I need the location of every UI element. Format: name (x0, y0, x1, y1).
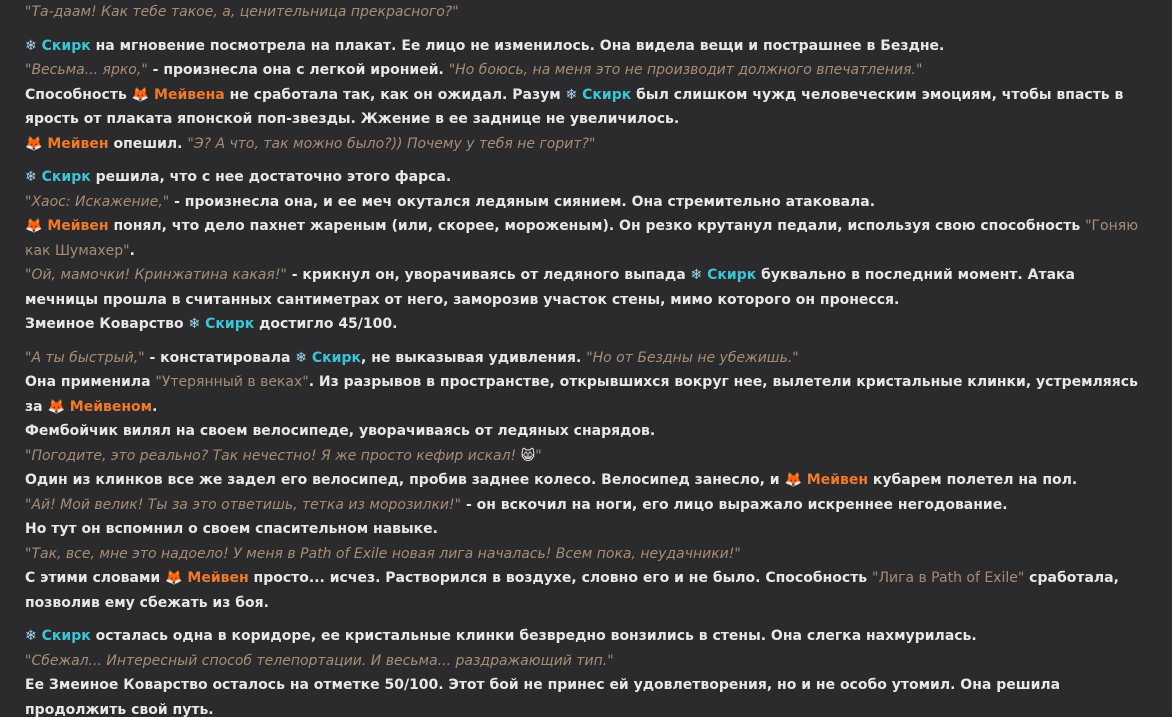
paragraph (25, 214, 1147, 263)
paragraph (25, 493, 1147, 518)
snowflake-icon: ❄ (690, 267, 703, 283)
snowflake-icon: ❄ (25, 169, 37, 185)
text: С этими словами (25, 570, 166, 586)
text: Змеиное Коварство (25, 316, 189, 332)
text: буквально в последний момент. Атака мечницы прошла в считанных сантиметрах от него, заморозив участок стены, мимо которого он пронесся. (25, 267, 1075, 308)
text: - констатировала (144, 349, 296, 366)
text: осталась одна в коридоре, ее кристальные клинки безвредно вонзились в стены. Она слегка нахмурилась. (90, 628, 977, 644)
text: . (129, 242, 135, 259)
snowflake-icon: ❄ (25, 628, 37, 644)
paragraph (25, 649, 1147, 674)
text: на мгновение посмотрела на плакат. Ее лицо не изменилось. Она видела вещи и пострашнее в Бездне. (90, 37, 945, 54)
quote: "Сбежал... Интересный способ телепортации. И весьма... раздражающий тип." (25, 652, 614, 669)
ability-name: "Утерянный в веках" (155, 374, 309, 390)
paragraph (25, 132, 1147, 157)
text: достигло 45/100. (254, 316, 398, 332)
text: был слишком чужд человеческим эмоциям, чтобы впасть в ярость от плаката японской поп-звезды. Жжение в ее заднице не увеличилось. (25, 86, 1124, 127)
paragraph (25, 263, 1147, 312)
text: , не выказывая удивления. (361, 349, 587, 366)
character-name-skirk: Скирк (41, 628, 91, 644)
text: понял, что дело пахнет жареным (или, скорее, мороженым). Он резко крутанул педали, используя свою способность (108, 218, 1086, 234)
quote: "Но от Бездны не убежишь." (586, 349, 799, 366)
paragraph (25, 566, 1147, 615)
text: - крикнул он, уворачиваясь от ледяного выпада (286, 267, 691, 283)
text: сработала, позволив ему сбежать из боя. (25, 570, 1119, 611)
text: Фембойчик вилял на своем велосипеде, уворачиваясь от ледяных снарядов. (25, 423, 656, 439)
character-name-meiven: Мейвена (154, 86, 225, 103)
text: опешил. (108, 135, 188, 152)
quote: "Хаос: Искажение," (25, 193, 170, 210)
paragraph (25, 0, 1147, 25)
fox-icon: 🦊 (784, 472, 802, 488)
quote: " (535, 447, 542, 464)
text: . (152, 398, 158, 415)
character-name-meiven: Мейвен (187, 570, 249, 586)
quote: "Та-даам! Как тебе такое, а, ценительница прекрасного?" (25, 4, 459, 20)
paragraph (25, 83, 1147, 132)
paragraph (25, 165, 1147, 190)
character-name-meiven: Мейвен (806, 472, 869, 488)
quote: "Ой, мамочки! Кринжатина какая!" (25, 267, 287, 283)
text: Но тут он вспомнил о своем спасительном навыке. (25, 521, 438, 537)
text: не сработала так, как он ожидал. Разум (224, 86, 566, 103)
character-name-skirk: Скирк (41, 169, 91, 185)
snowflake-icon: ❄ (25, 37, 37, 54)
character-name-skirk: Скирк (582, 86, 632, 103)
paragraph (25, 444, 1147, 469)
paragraph (25, 517, 1147, 542)
paragraph (25, 346, 1147, 371)
text: Один из клинков все же задел его велосипед, пробив заднее колесо. Велосипед занесло, и (25, 472, 785, 488)
quote: "Весьма... ярко," (25, 62, 148, 78)
character-name-skirk: Скирк (707, 267, 757, 283)
text: Она применила (25, 374, 156, 390)
quote: "Ай! Мой велик! Ты за это ответишь, тетка из морозилки!" (25, 496, 462, 513)
paragraph (25, 542, 1147, 567)
fox-icon: 🦊 (131, 86, 150, 103)
paragraph (25, 370, 1147, 419)
paragraph (25, 190, 1147, 215)
character-name-meiven: Мейвен (47, 135, 109, 152)
text: Ее Змеиное Коварство осталось на отметке 50/100. Этот бой не принес ей удовлетворения, но и не особо утомил. Она решила продолжить свой путь. (25, 677, 1061, 717)
paragraph (25, 673, 1147, 717)
paragraph (25, 468, 1147, 493)
ability-name: "Гоняю как Шумахер" (25, 218, 1138, 259)
cat-face-icon: 😸 (520, 447, 536, 464)
quote: "Э? А что, так можно было?)) Почему у тебя не горит?" (187, 135, 596, 152)
paragraph (25, 624, 1147, 649)
character-name-meiven: Мейвеном (69, 398, 153, 415)
fox-icon: 🦊 (47, 398, 65, 415)
text: решила, что с нее достаточно этого фарса. (90, 169, 452, 185)
text: - произнесла она с легкой иронией. (147, 62, 449, 78)
text: - произнесла она, и ее меч окутался ледяным сиянием. Она стремительно атаковала. (169, 193, 876, 210)
quote: "Так, все, мне это надоело! У меня в Path of Exile новая лига началась! Всем пока, неудачники!" (25, 545, 741, 562)
snowflake-icon: ❄ (295, 349, 308, 366)
snowflake-icon: ❄ (188, 316, 201, 332)
text: - он вскочил на ноги, его лицо выражало искреннее негодование. (461, 496, 1008, 513)
text: кубарем полетел на пол. (868, 472, 1078, 488)
paragraph (25, 312, 1147, 337)
paragraph (25, 419, 1147, 444)
paragraph (25, 58, 1147, 83)
ability-name: "Лига в Path of Exile" (872, 570, 1025, 586)
text: Способность (25, 86, 132, 103)
character-name-skirk: Скирк (311, 349, 361, 366)
text: просто... исчез. Растворился в воздухе, словно его и не было. Способность (248, 570, 873, 586)
character-name-skirk: Скирк (41, 37, 91, 54)
character-name-meiven: Мейвен (47, 218, 109, 234)
fox-icon: 🦊 (25, 135, 43, 152)
character-name-skirk: Скирк (205, 316, 255, 332)
fox-icon: 🦊 (25, 218, 43, 234)
quote: "А ты быстрый," (25, 349, 145, 366)
text: . Из разрывов в пространстве, открывшихся вокруг нее, вылетели кристальные клинки, устремляясь за (25, 374, 1138, 415)
quote: "Погодите, это реально? Так нечестно! Я же просто кефир искал! (25, 447, 521, 464)
quote: "Но боюсь, на меня это не производит должного впечатления." (448, 62, 923, 78)
snowflake-icon: ❄ (565, 86, 578, 103)
fox-icon: 🦊 (165, 570, 183, 586)
paragraph (25, 34, 1147, 59)
